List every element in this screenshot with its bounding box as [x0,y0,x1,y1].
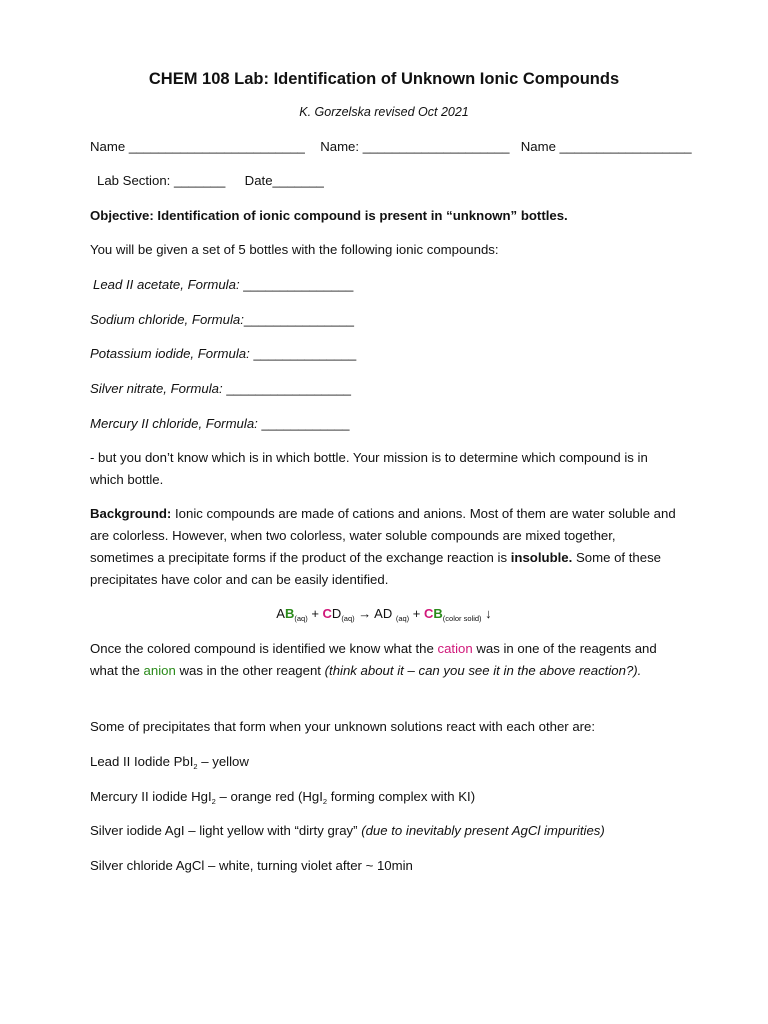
cation-word: cation [437,641,473,656]
author-line: K. Gorzelska revised Oct 2021 [299,105,469,119]
precipitate-text: forming complex with KI) [327,789,476,804]
background-text-2: Some of these precipitates have color and can be easily identified. [90,550,661,587]
subscript: 2 [322,797,328,806]
lab-line [97,172,324,190]
formula-blank: ______________ [253,346,357,361]
eq-plus: + [307,606,323,621]
eq-anion-b: B [284,606,295,621]
compound-item [90,345,356,363]
eq-anion-b: B [433,606,443,621]
compound-label: Potassium iodide, Formula: [90,346,250,361]
objective: Objective: Identification of ionic compound is present in “unknown” bottles. [90,208,568,223]
insoluble-word: insoluble. [510,550,573,565]
precipitate-item [90,822,605,840]
eq-aq: (aq) [395,614,410,623]
page-title: CHEM 108 Lab: Identification of Unknown Ionic Compounds [148,70,620,88]
explanation-italic: (think about it – can you see it in the above reaction?). [324,663,642,678]
lab-section-field: Lab Section: _______ [97,173,226,188]
explanation-text: Once the colored compound is identified we know what the [90,641,438,656]
background-label: Background: [90,506,172,521]
mission-text: - but you don’t know which is in which bottle. Your mission is to determine which compound is in which bottle. [90,450,648,487]
explanation-text: was in one of the reagents and what the [90,641,657,678]
eq-plus: + [409,606,425,621]
subscript: 2 [211,797,216,806]
precipitate-text: Silver chloride AgCl – white, turning violet after ~ 10min [90,858,413,873]
eq-a: A [276,606,285,621]
names-line [90,138,692,156]
formula-blank: _______________ [243,312,354,327]
compound-label: Sodium chloride, Formula: [90,312,244,327]
eq-d: D [331,606,342,621]
formula-blank: _______________ [243,277,354,292]
precipitate-text: Silver iodide AgI – light yellow with “dirty gray” [90,823,362,838]
precipitates-intro: Some of precipitates that form when your unknown solutions react with each other are: [90,719,596,734]
compound-label: Lead II acetate, Formula: [93,277,240,292]
precipitate-text: Lead II Iodide PbI [90,754,194,769]
formula-blank: _________________ [226,381,352,396]
precipitate-text: – yellow [197,754,249,769]
explanation-text: was in the other reagent [175,663,325,678]
background-text: Ionic compounds are made of cations and anions. Most of them are water soluble and are colorless. However, when two colorless, water soluble compounds are mixed together, sometimes a precipitate forms if the product of the exchange reaction is [90,506,676,565]
anion-word: anion [143,663,176,678]
precipitate-item [90,857,413,875]
compound-label: Silver nitrate, Formula: [90,381,223,396]
eq-cation-c: C [322,606,332,621]
compound-label: Mercury II chloride, Formula: [90,416,258,431]
compound-item [93,276,353,294]
name-field-1: Name ________________________ [90,139,305,154]
eq-arrow: → AD [354,606,396,621]
precipitate-note: (due to inevitably present AgCl impurities) [361,823,605,838]
compound-item [90,415,350,433]
precipitate-item [90,788,475,811]
compound-item [90,311,354,329]
date-field: Date_______ [244,173,324,188]
precipitate-arrow-icon: ↓ [481,606,492,621]
intro-text: You will be given a set of 5 bottles with the following ionic compounds: [90,242,499,257]
background-paragraph [90,503,680,591]
reaction-equation [0,606,768,623]
precipitate-item [90,753,249,776]
compound-item [90,380,351,398]
eq-aq: (aq) [294,614,308,623]
name-field-2: Name: ____________________ [320,139,510,154]
eq-cation-c: C [424,606,434,621]
formula-blank: ____________ [261,416,350,431]
eq-aq: (aq) [341,614,355,623]
subscript: 2 [193,762,198,771]
eq-color-solid: (color solid) [442,614,482,623]
precipitate-text: Mercury II iodide HgI [90,789,212,804]
precipitate-text: – orange red (HgI [215,789,323,804]
name-field-3: Name __________________ [520,139,692,154]
explanation-paragraph [90,638,680,682]
